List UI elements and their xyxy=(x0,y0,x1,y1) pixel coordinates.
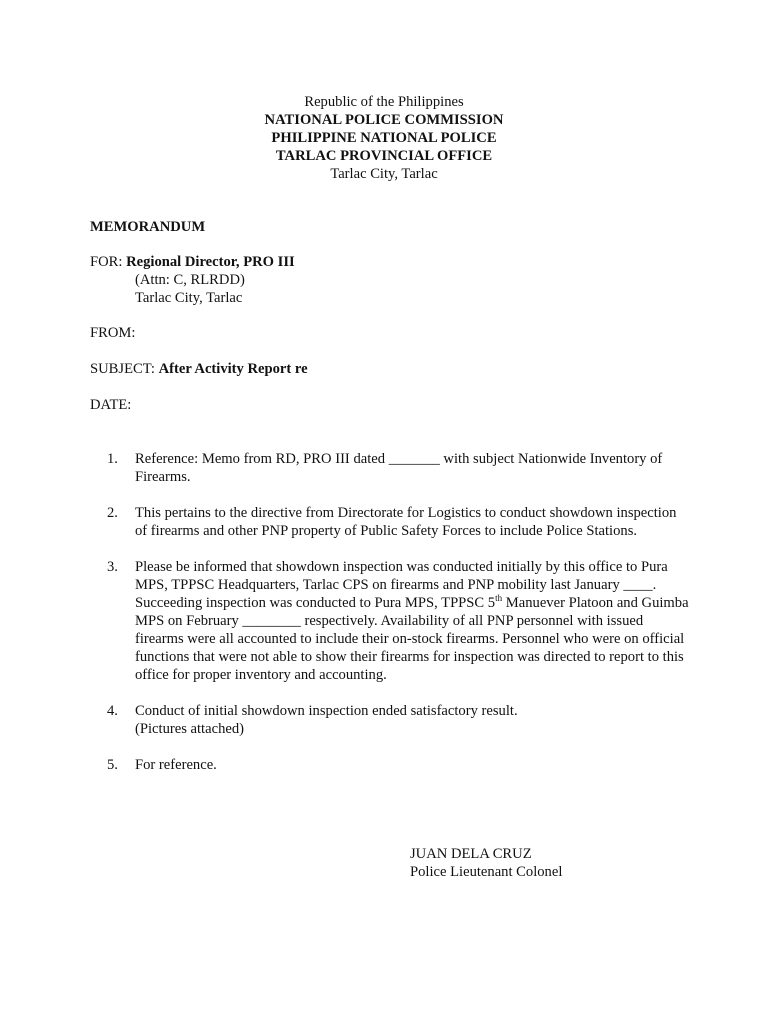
for-attn: (Attn: C, RLRDD) xyxy=(135,272,245,288)
item-text-note: (Pictures attached) xyxy=(135,721,244,737)
item-text-part: Please be informed that showdown inspection was conducted initially by this office to Pura MPS, TPPSC Headquarters, Tarlac CPS on firearms and PNP mobility last January ____. Succeeding inspection was conducted to Pura MPS, TPPSC 5 xyxy=(135,559,668,611)
item-number: 5. xyxy=(107,757,118,773)
item-text-line: Conduct of initial showdown inspection ended satisfactory result. xyxy=(135,703,518,719)
for-recipient: Regional Director, PRO III xyxy=(126,254,295,270)
ordinal-suffix: th xyxy=(495,593,503,604)
item-text: This pertains to the directive from Directorate for Logistics to conduct showdown inspection of firearms and other PNP property of Public Safety Forces to include Police Stations. xyxy=(135,505,677,539)
signatory-name: JUAN DELA CRUZ xyxy=(410,846,532,862)
item-number: 4. xyxy=(107,703,118,719)
list-item xyxy=(90,504,690,540)
item-text-part: Manuever Platoon and Guimba MPS on February ________ respectively. Availability of all PNP personnel with issued firearms were all accounted to include their on-stock firearms. Personnel who were on official functions that were not able to show their firearms for inspection was directed to report to this office for proper inventory and accounting. xyxy=(135,595,689,683)
item-number: 3. xyxy=(107,559,118,575)
item-text xyxy=(135,702,690,738)
subject-line xyxy=(90,360,308,378)
list-item xyxy=(90,756,690,774)
item-text: Reference: Memo from RD, PRO III dated _______ with subject Nationwide Inventory of Firearms. xyxy=(135,451,663,485)
letterhead xyxy=(0,93,768,183)
date-label: DATE: xyxy=(90,397,132,413)
for-block xyxy=(90,253,295,307)
subject-value: After Activity Report re xyxy=(158,361,308,377)
item-text xyxy=(135,558,690,684)
for-city: Tarlac City, Tarlac xyxy=(135,290,243,306)
signatory-title: Police Lieutenant Colonel xyxy=(410,864,563,880)
item-number: 2. xyxy=(107,505,118,521)
list-item xyxy=(90,450,690,486)
list-item xyxy=(90,702,690,738)
republic-line: Republic of the Philippines xyxy=(304,94,464,110)
memo-body-list xyxy=(90,450,690,792)
provincial-office-line: TARLAC PROVINCIAL OFFICE xyxy=(275,148,493,164)
list-item xyxy=(90,558,690,684)
napolcom-line: NATIONAL POLICE COMMISSION xyxy=(264,112,504,128)
signature-block xyxy=(410,845,562,881)
item-text: For reference. xyxy=(135,757,217,773)
for-label: FOR: xyxy=(90,254,127,270)
from-label: FROM: xyxy=(90,325,136,341)
pnp-line: PHILIPPINE NATIONAL POLICE xyxy=(271,130,497,146)
memo-title: MEMORANDUM xyxy=(90,219,206,235)
item-number: 1. xyxy=(107,451,118,467)
subject-label: SUBJECT: xyxy=(90,361,159,377)
office-city-line: Tarlac City, Tarlac xyxy=(330,166,438,182)
